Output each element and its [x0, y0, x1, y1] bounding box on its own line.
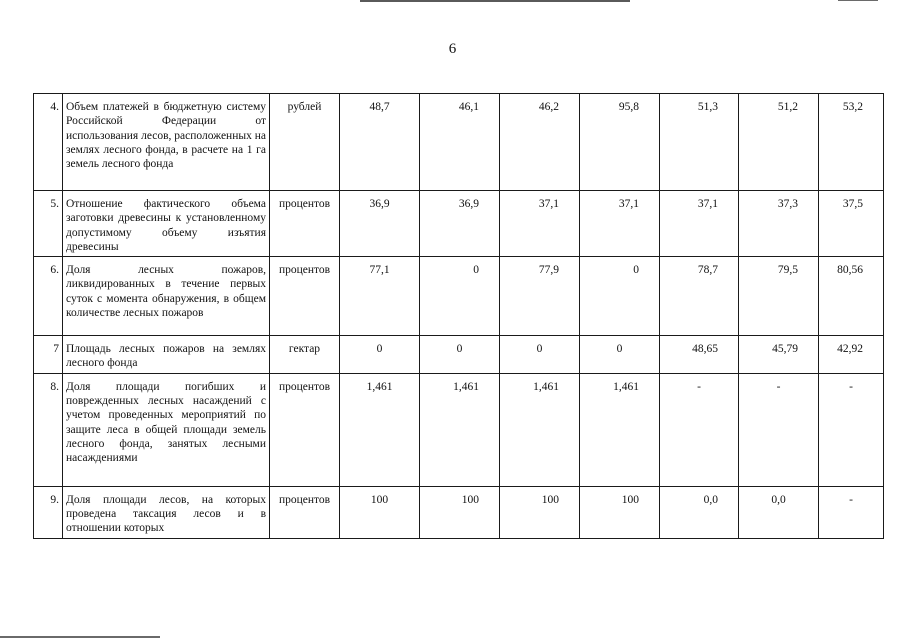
indicators-table [33, 93, 884, 539]
value-cell: 0 [340, 336, 420, 374]
unit-cell: процентов [270, 257, 340, 336]
table-row [34, 94, 884, 191]
indicator-name: Доля лесных пожаров, ликвидированных в течение первых суток с момента обнаружения, в общем количестве лесных пожаров [63, 257, 270, 336]
unit-cell: рублей [270, 94, 340, 191]
value-cell: 48,7 [340, 94, 420, 191]
value-cell: 46,1 [420, 94, 500, 191]
value-cell: - [819, 373, 884, 486]
value-cell: 37,3 [739, 191, 819, 257]
value-cell: 51,2 [739, 94, 819, 191]
value-cell: 48,65 [660, 336, 739, 374]
value-cell: 0 [580, 257, 660, 336]
value-cell: 37,1 [580, 191, 660, 257]
table-row [34, 486, 884, 538]
value-cell: 0 [500, 336, 580, 374]
indicator-name: Доля площади лесов, на которых проведена таксация лесов и в отношении которых [63, 486, 270, 538]
value-cell: 77,1 [340, 257, 420, 336]
table-row [34, 373, 884, 486]
table-row [34, 336, 884, 374]
value-cell: 0 [420, 257, 500, 336]
value-cell: 0 [420, 336, 500, 374]
scan-artifact-top-right [838, 0, 878, 1]
value-cell: 100 [500, 486, 580, 538]
row-number: 9. [34, 486, 63, 538]
value-cell: 37,1 [500, 191, 580, 257]
indicator-name: Объем платежей в бюджетную систему Российской Федерации от использования лесов, расположенных на землях лесного фонда, в расчете на 1 га земель лесного фонда [63, 94, 270, 191]
unit-cell: процентов [270, 373, 340, 486]
row-number: 6. [34, 257, 63, 336]
value-cell: 78,7 [660, 257, 739, 336]
row-number: 5. [34, 191, 63, 257]
value-cell: 95,8 [580, 94, 660, 191]
value-cell: 1,461 [580, 373, 660, 486]
value-cell: 45,79 [739, 336, 819, 374]
indicator-name: Доля площади погибших и поврежденных лесных насаждений с учетом проведенных мероприятий по защите леса в общей площади земель лесного фонда, занятых лесными насаждениями [63, 373, 270, 486]
value-cell: 53,2 [819, 94, 884, 191]
value-cell: 79,5 [739, 257, 819, 336]
value-cell: 0 [580, 336, 660, 374]
row-number: 4. [34, 94, 63, 191]
table-row [34, 191, 884, 257]
value-cell: 46,2 [500, 94, 580, 191]
value-cell: 0,0 [739, 486, 819, 538]
value-cell: 42,92 [819, 336, 884, 374]
table-row [34, 257, 884, 336]
value-cell: - [819, 486, 884, 538]
value-cell: 36,9 [340, 191, 420, 257]
unit-cell: гектар [270, 336, 340, 374]
value-cell: - [739, 373, 819, 486]
indicator-name: Площадь лесных пожаров на землях лесного фонда [63, 336, 270, 374]
row-number: 7 [34, 336, 63, 374]
value-cell: 37,5 [819, 191, 884, 257]
scan-artifact-bottom [0, 636, 160, 638]
value-cell: 77,9 [500, 257, 580, 336]
unit-cell: процентов [270, 486, 340, 538]
value-cell: 100 [340, 486, 420, 538]
row-number: 8. [34, 373, 63, 486]
page-number: 6 [448, 41, 457, 57]
value-cell: 51,3 [660, 94, 739, 191]
scan-artifact-top [360, 0, 630, 2]
value-cell: 0,0 [660, 486, 739, 538]
value-cell: 100 [420, 486, 500, 538]
value-cell: 37,1 [660, 191, 739, 257]
unit-cell: процентов [270, 191, 340, 257]
value-cell: 1,461 [500, 373, 580, 486]
value-cell: 80,56 [819, 257, 884, 336]
value-cell: - [660, 373, 739, 486]
value-cell: 36,9 [420, 191, 500, 257]
value-cell: 1,461 [340, 373, 420, 486]
value-cell: 100 [580, 486, 660, 538]
value-cell: 1,461 [420, 373, 500, 486]
indicator-name: Отношение фактического объема заготовки древесины к установленному допустимому объему изъятия древесины [63, 191, 270, 257]
